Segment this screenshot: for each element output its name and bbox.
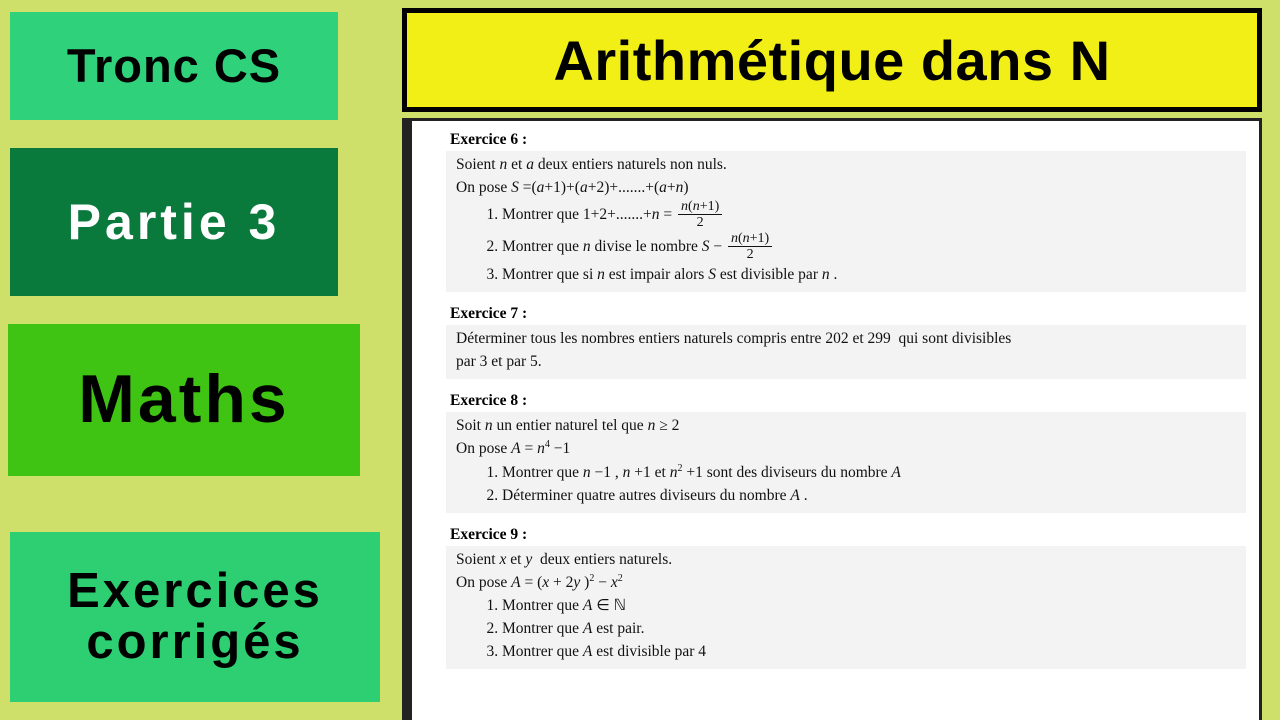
exercise-step: 1. Montrer que n −1 , n +1 et $n^2 +1$ sont des diviseurs du nombre A <box>502 462 1238 484</box>
exercise-line: Soient n et a deux entiers naturels non nuls. <box>456 156 727 173</box>
exercise-heading: Exercice 7 : <box>450 305 528 323</box>
exercise-line: Déterminer tous les nombres entiers naturels compris entre 202 et 299 qui sont divisibles <box>456 330 1012 348</box>
exercise-step: 1. Montrer que A ∈ ℕ <box>502 595 1238 617</box>
exercise-step: 2. Montrer que A est pair. <box>502 618 1238 640</box>
sidebar-card-partie-3 <box>10 148 338 296</box>
exercise-step: 2. Déterminer quatre autres diviseurs du nombre A . <box>502 485 1238 507</box>
sidebar-card-partie-3-label: Partie 3 <box>67 193 281 250</box>
exercise-line: par 3 et par 5. <box>456 353 542 371</box>
exercise-steps <box>456 595 1238 663</box>
exercise-heading: Exercice 6 : <box>450 131 528 148</box>
title-banner <box>402 8 1262 112</box>
exercise-line: On pose S =(a+1)+(a+2)+.......+(a+n) <box>456 179 689 196</box>
exercise-line: Soit n un entier naturel tel que n ≥ 2 <box>456 417 680 435</box>
page-title: Arithmétique dans N <box>553 28 1111 92</box>
sidebar-card-tronc-cs <box>10 12 338 120</box>
fraction: $\frac{n(n+1)}{2}$ <box>678 199 722 230</box>
exercise-heading: Exercice 8 : <box>450 392 528 410</box>
exercise-step: 1. Montrer que 1+2+.......+n = $\frac{n(n+1)}{2}$ <box>502 200 1238 231</box>
sidebar-card-exercices-line2: corrigés <box>86 615 304 669</box>
document-frame <box>402 118 1262 720</box>
exercise-heading: Exercice 9 : <box>450 525 528 543</box>
sidebar-card-tronc-cs-label: Tronc CS <box>66 39 282 93</box>
exercise-body <box>446 546 1246 669</box>
sidebar-card-maths-label: Maths <box>78 361 290 438</box>
exercise-line: On pose A = (x + 2y )$^2 - x^2$ <box>456 572 623 591</box>
fraction: $\frac{n(n+1)}{2}$ <box>728 231 772 262</box>
sidebar-card-exercices-line1: Exercices <box>67 563 323 618</box>
sidebar <box>0 0 392 720</box>
document-page <box>424 121 1260 720</box>
exercise-body <box>446 325 1246 379</box>
exercise-line: Soient x et y deux entiers naturels. <box>456 550 673 568</box>
exercise-step: 3. Montrer que A est divisible par 4 <box>502 641 1238 663</box>
exercise-step: 2. Montrer que n divise le nombre S − $\frac{n(n+1)}{2}$ <box>502 232 1238 263</box>
sidebar-card-exercices-corriges <box>10 532 380 702</box>
exercise-body <box>446 151 1246 292</box>
exercise-steps <box>456 462 1238 507</box>
exercise-line: On pose $A = n^4 -1$ <box>456 439 571 458</box>
sidebar-card-maths <box>8 324 360 476</box>
exercise-body <box>446 412 1246 512</box>
exercise-steps <box>456 200 1238 286</box>
exercise-step: 3. Montrer que si n est impair alors S est divisible par n . <box>502 264 1238 286</box>
content-panel <box>392 0 1280 720</box>
